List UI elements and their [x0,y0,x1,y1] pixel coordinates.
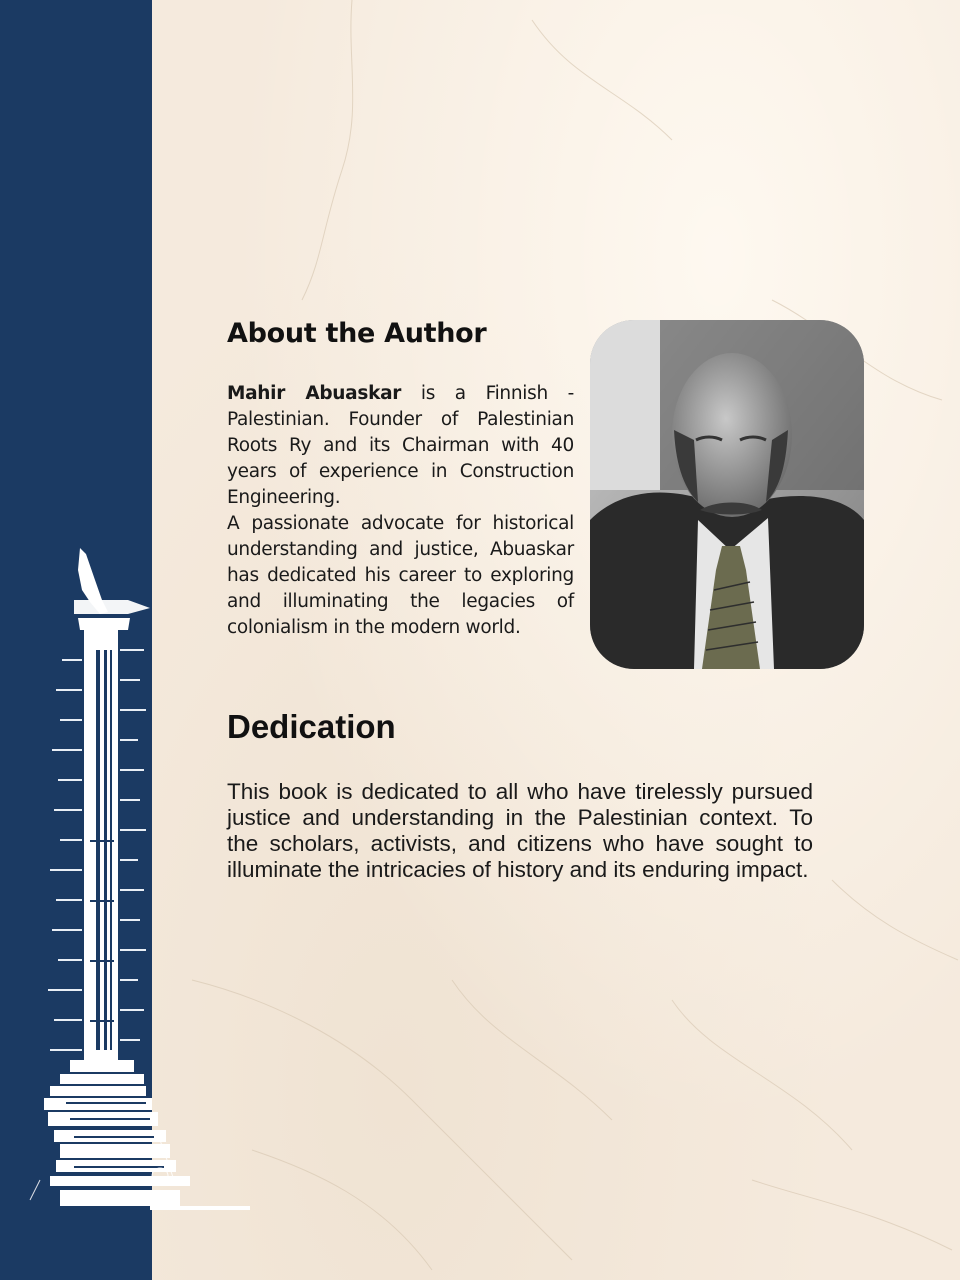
author-bio-paragraph-1 [227,381,574,511]
author-photo [590,320,864,669]
about-author-heading: About the Author [227,318,487,349]
author-name: Mahir Abuaskar [227,383,402,404]
dedication-heading: Dedication [227,708,396,745]
dedication-text: This book is dedicated to all who have tirelessly pursued justice and understanding in the Palestinian context. To the scholars, activists, and citizens who have sought to illuminate the intricacies of history and its enduring impact. [227,779,813,882]
author-bio [227,381,574,641]
monument-illustration [0,540,260,1240]
author-bio-paragraph-2: A passionate advocate for historical understanding and justice, Abuaskar has dedicated his career to exploring and illuminating the legacies of colonialism in the modern world. [227,513,574,638]
author-bio-intro: is a Finnish - Palestinian. Founder of Palestinian Roots Ry and its Chairman with 40 years of experience in Construction Engineering. [227,383,574,508]
